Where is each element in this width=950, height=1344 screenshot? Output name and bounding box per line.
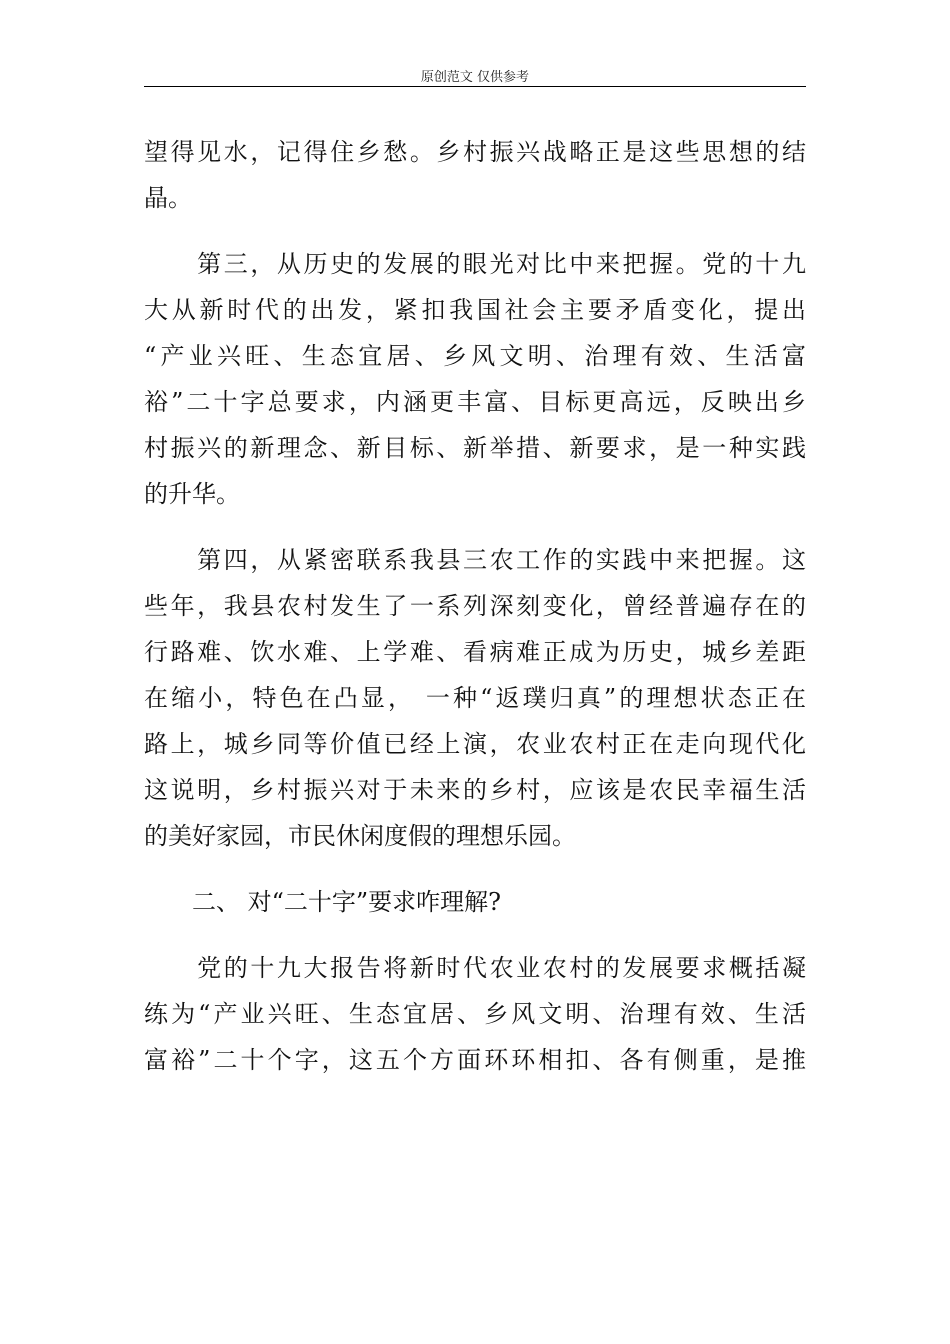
text-line: 的升华。 — [144, 480, 240, 508]
text-line: 党的十九大报告将新时代农业农村的发展要求概括凝 — [144, 954, 806, 982]
page-header — [144, 66, 806, 87]
text-line: 第四，从紧密联系我县三农工作的实践中来把握。这 — [144, 546, 806, 574]
text-line: 行路难、饮水难、上学难、看病难正成为历史，城乡差距 — [144, 638, 806, 666]
document-body — [144, 129, 806, 1103]
text-line: 第三，从历史的发展的眼光对比中来把握。党的十九 — [144, 250, 806, 278]
text-line: 望得见水，记得住乡愁。乡村振兴战略正是这些思想的结 — [144, 138, 806, 166]
text-line: 富裕”二十个字，这五个方面环环相扣、各有侧重，是推 — [144, 1046, 806, 1074]
header-text: 原创范文 仅供参考 — [420, 70, 530, 85]
text-line: 些年，我县农村发生了一系列深刻变化，曾经普遍存在的 — [144, 592, 806, 620]
text-line: 这说明，乡村振兴对于未来的乡村，应该是农民幸福生活 — [144, 776, 806, 804]
text-line: 村振兴的新理念、新目标、新举措、新要求，是一种实践 — [144, 434, 806, 462]
paragraph-3 — [144, 537, 806, 859]
text-line: 练为“产业兴旺、生态宜居、乡风文明、治理有效、生活 — [144, 1000, 806, 1028]
text-line: 的美好家园，市民休闲度假的理想乐园。 — [144, 822, 576, 850]
text-line: “产业兴旺、生态宜居、乡风文明、治理有效、生活富 — [144, 342, 806, 370]
text-line: 路上，城乡同等价值已经上演，农业农村正在走向现代化 — [144, 730, 806, 758]
paragraph-2 — [144, 241, 806, 517]
text-line: 在缩小，特色在凸显， 一种“返璞归真”的理想状态正在 — [144, 684, 806, 712]
text-line: 裕”二十字总要求，内涵更丰富、目标更高远，反映出乡 — [144, 388, 806, 416]
section-heading — [144, 879, 806, 925]
text-line: 大从新时代的出发，紧扣我国社会主要矛盾变化，提出 — [144, 296, 806, 324]
paragraph-1 — [144, 129, 806, 221]
text-line: 晶。 — [144, 184, 192, 212]
heading-line: 二、 对“二十字”要求咋理解? — [144, 888, 502, 916]
paragraph-5 — [144, 945, 806, 1083]
